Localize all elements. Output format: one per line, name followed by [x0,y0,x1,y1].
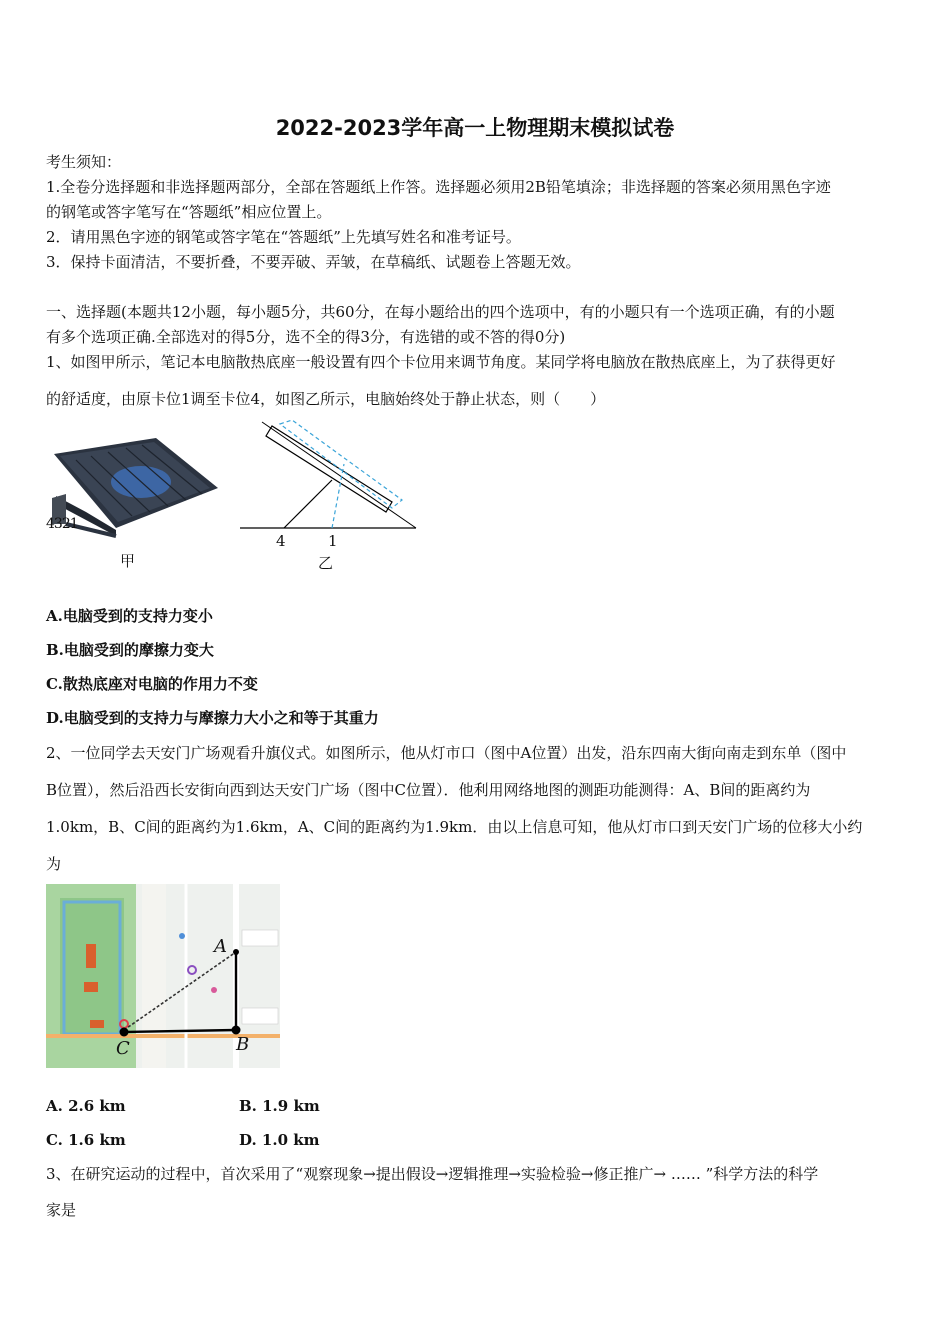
q1-option-b: B.电脑受到的摩擦力变大 [46,641,214,659]
q1-option-c: C.散热底座对电脑的作用力不变 [46,675,258,693]
q3-stem-cont: 家是 [46,1201,77,1219]
slot-mark-1: 1 [328,532,338,550]
section-heading: 一、选择题(本题共12小题，每小题5分，共60分，在每小题给出的四个选项中，有的小题只有一个选项正确，有的小题 [46,303,835,321]
slot-mark-4: 4 [276,532,286,550]
q2-stem-cont: 为 [46,855,62,873]
q1-stem-cont: 的舒适度，由原卡位1调至卡位4，如图乙所示，电脑始终处于静止状态，则（ ） [46,390,606,408]
q1-option-a: A.电脑受到的支持力变小 [46,607,213,625]
map-point-b: B [236,1034,250,1055]
q1-option-d: D.电脑受到的支持力与摩擦力大小之和等于其重力 [46,709,379,727]
figure-yi-label: 乙 [318,554,334,572]
q2-option-b: B. 1.9 km [239,1097,320,1115]
q3-stem: 3、在研究运动的过程中，首次采用了“观察现象→提出假设→逻辑推理→实验检验→修正推广→ …… ”科学方法的科学 [46,1165,819,1183]
stand-slot-numbers: 4321 [46,516,78,532]
q2-option-d: D. 1.0 km [239,1131,320,1149]
notice-item: 1.全卷分选择题和非选择题两部分，全部在答题纸上作答。选择题必须用2B铅笔填涂；非选择题的答案必须用黑色字迹 [46,178,831,196]
section-heading-cont: 有多个选项正确.全部选对的得5分，选不全的得3分，有选错的或不答的得0分) [46,328,566,346]
q2-stem-cont: B位置），然后沿西长安街向西到达天安门广场（图中C位置）．他利用网络地图的测距功能测得：A、B间的距离约为 [46,781,811,799]
map-point-c: C [116,1038,130,1059]
q2-stem: 2、一位同学去天安门广场观看升旗仪式。如图所示，他从灯市口（图中A位置）出发，沿东四南大街向南走到东单（图中 [46,744,847,762]
notice-item: 3．保持卡面清洁，不要折叠，不要弄破、弄皱，在草稿纸、试题卷上答题无效。 [46,253,581,271]
map-figure [46,884,280,1068]
notice-item: 的钢笔或答字笔写在“答题纸”相应位置上。 [46,203,332,221]
q2-stem-cont: 1.0km，B、C间的距离约为1.6km，A、C间的距离约为1.9km．由以上信息可知，他从灯市口到天安门广场的位移大小约 [46,818,863,836]
figure-jia [46,436,222,568]
notice-heading: 考生须知： [46,153,122,171]
map-point-a: A [214,936,227,957]
figure-jia-label: 甲 [120,552,136,570]
q2-option-c: C. 1.6 km [46,1131,126,1149]
figure-yi [236,418,420,570]
q2-option-a: A. 2.6 km [46,1097,126,1115]
page-title: 2022-2023学年高一上物理期末模拟试卷 [275,116,675,140]
slope-diagram [236,418,420,534]
q1-stem: 1、如图甲所示，笔记本电脑散热底座一般设置有四个卡位用来调节角度。某同学将电脑放在散热底座上，为了获得更好 [46,353,836,371]
notice-item: 2．请用黑色字迹的钢笔或答字笔在“答题纸”上先填写姓名和准考证号。 [46,228,521,246]
